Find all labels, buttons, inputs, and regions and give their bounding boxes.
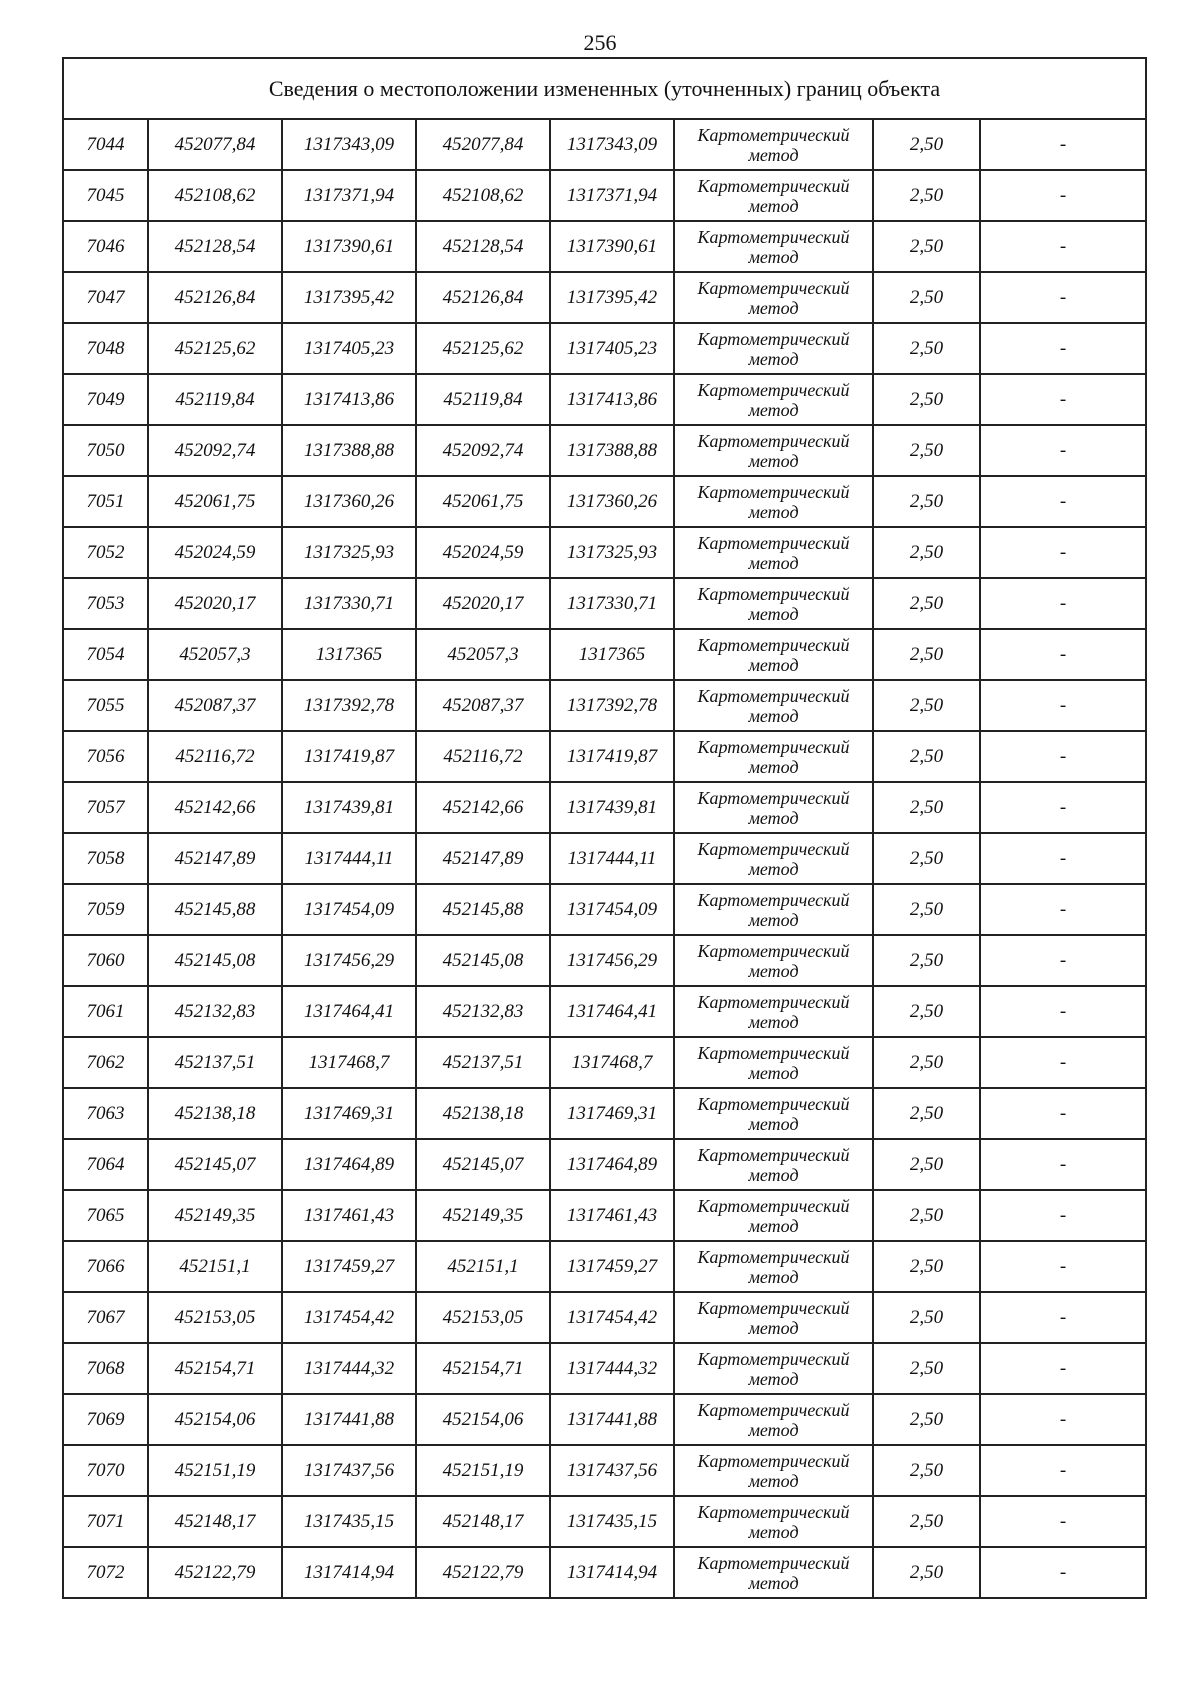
cell-accuracy: 2,50 bbox=[873, 323, 980, 374]
cell-y-existing: 1317435,15 bbox=[282, 1496, 416, 1547]
cell-method: Картометрический метод bbox=[674, 527, 873, 578]
cell-y-existing: 1317413,86 bbox=[282, 374, 416, 425]
table-row bbox=[63, 731, 1146, 782]
cell-note: - bbox=[980, 221, 1146, 272]
cell-note: - bbox=[980, 1547, 1146, 1598]
cell-y-refined: 1317454,09 bbox=[550, 884, 674, 935]
cell-y-refined: 1317468,7 bbox=[550, 1037, 674, 1088]
cell-method: Картометрический метод bbox=[674, 833, 873, 884]
cell-y-refined: 1317464,89 bbox=[550, 1139, 674, 1190]
cell-method: Картометрический метод bbox=[674, 221, 873, 272]
cell-point-number: 7070 bbox=[63, 1445, 148, 1496]
cell-note: - bbox=[980, 1037, 1146, 1088]
cell-y-refined: 1317414,94 bbox=[550, 1547, 674, 1598]
cell-point-number: 7063 bbox=[63, 1088, 148, 1139]
cell-x-refined: 452145,88 bbox=[416, 884, 550, 935]
cell-y-existing: 1317454,09 bbox=[282, 884, 416, 935]
cell-x-existing: 452154,06 bbox=[148, 1394, 282, 1445]
cell-note: - bbox=[980, 833, 1146, 884]
cell-y-existing: 1317441,88 bbox=[282, 1394, 416, 1445]
cell-accuracy: 2,50 bbox=[873, 1292, 980, 1343]
cell-x-existing: 452151,19 bbox=[148, 1445, 282, 1496]
table-row bbox=[63, 425, 1146, 476]
cell-y-existing: 1317405,23 bbox=[282, 323, 416, 374]
cell-x-existing: 452057,3 bbox=[148, 629, 282, 680]
cell-x-refined: 452151,1 bbox=[416, 1241, 550, 1292]
cell-accuracy: 2,50 bbox=[873, 782, 980, 833]
cell-y-existing: 1317395,42 bbox=[282, 272, 416, 323]
cell-y-refined: 1317441,88 bbox=[550, 1394, 674, 1445]
cell-x-existing: 452061,75 bbox=[148, 476, 282, 527]
cell-y-refined: 1317390,61 bbox=[550, 221, 674, 272]
cell-accuracy: 2,50 bbox=[873, 1190, 980, 1241]
cell-method: Картометрический метод bbox=[674, 986, 873, 1037]
cell-y-refined: 1317413,86 bbox=[550, 374, 674, 425]
table-row bbox=[63, 1445, 1146, 1496]
cell-note: - bbox=[980, 935, 1146, 986]
cell-y-existing: 1317468,7 bbox=[282, 1037, 416, 1088]
cell-x-refined: 452147,89 bbox=[416, 833, 550, 884]
table-row bbox=[63, 527, 1146, 578]
cell-x-existing: 452119,84 bbox=[148, 374, 282, 425]
cell-note: - bbox=[980, 884, 1146, 935]
cell-note: - bbox=[980, 1496, 1146, 1547]
cell-point-number: 7059 bbox=[63, 884, 148, 935]
cell-x-refined: 452145,08 bbox=[416, 935, 550, 986]
cell-y-refined: 1317444,32 bbox=[550, 1343, 674, 1394]
cell-accuracy: 2,50 bbox=[873, 629, 980, 680]
cell-method: Картометрический метод bbox=[674, 629, 873, 680]
cell-method: Картометрический метод bbox=[674, 119, 873, 170]
cell-y-refined: 1317330,71 bbox=[550, 578, 674, 629]
cell-point-number: 7068 bbox=[63, 1343, 148, 1394]
cell-accuracy: 2,50 bbox=[873, 680, 980, 731]
cell-y-existing: 1317390,61 bbox=[282, 221, 416, 272]
cell-accuracy: 2,50 bbox=[873, 1343, 980, 1394]
cell-x-refined: 452020,17 bbox=[416, 578, 550, 629]
boundary-coordinates-table bbox=[62, 57, 1147, 1599]
cell-method: Картометрический метод bbox=[674, 884, 873, 935]
cell-x-existing: 452077,84 bbox=[148, 119, 282, 170]
cell-accuracy: 2,50 bbox=[873, 1394, 980, 1445]
cell-y-existing: 1317456,29 bbox=[282, 935, 416, 986]
cell-y-existing: 1317365 bbox=[282, 629, 416, 680]
table-row bbox=[63, 119, 1146, 170]
cell-method: Картометрический метод bbox=[674, 935, 873, 986]
cell-y-existing: 1317414,94 bbox=[282, 1547, 416, 1598]
cell-x-refined: 452145,07 bbox=[416, 1139, 550, 1190]
cell-y-existing: 1317360,26 bbox=[282, 476, 416, 527]
cell-x-refined: 452132,83 bbox=[416, 986, 550, 1037]
cell-y-refined: 1317419,87 bbox=[550, 731, 674, 782]
cell-accuracy: 2,50 bbox=[873, 374, 980, 425]
cell-method: Картометрический метод bbox=[674, 578, 873, 629]
cell-x-existing: 452153,05 bbox=[148, 1292, 282, 1343]
cell-y-existing: 1317454,42 bbox=[282, 1292, 416, 1343]
cell-x-existing: 452145,88 bbox=[148, 884, 282, 935]
table-row bbox=[63, 1088, 1146, 1139]
cell-y-refined: 1317325,93 bbox=[550, 527, 674, 578]
cell-x-refined: 452128,54 bbox=[416, 221, 550, 272]
cell-x-refined: 452116,72 bbox=[416, 731, 550, 782]
cell-x-refined: 452122,79 bbox=[416, 1547, 550, 1598]
cell-x-refined: 452153,05 bbox=[416, 1292, 550, 1343]
cell-accuracy: 2,50 bbox=[873, 425, 980, 476]
cell-x-refined: 452125,62 bbox=[416, 323, 550, 374]
cell-method: Картометрический метод bbox=[674, 170, 873, 221]
cell-point-number: 7054 bbox=[63, 629, 148, 680]
cell-y-refined: 1317388,88 bbox=[550, 425, 674, 476]
table-row bbox=[63, 1241, 1146, 1292]
cell-point-number: 7062 bbox=[63, 1037, 148, 1088]
cell-point-number: 7055 bbox=[63, 680, 148, 731]
cell-point-number: 7066 bbox=[63, 1241, 148, 1292]
cell-note: - bbox=[980, 680, 1146, 731]
cell-x-existing: 452148,17 bbox=[148, 1496, 282, 1547]
cell-method: Картометрический метод bbox=[674, 680, 873, 731]
cell-accuracy: 2,50 bbox=[873, 1037, 980, 1088]
cell-note: - bbox=[980, 476, 1146, 527]
cell-method: Картометрический метод bbox=[674, 425, 873, 476]
cell-accuracy: 2,50 bbox=[873, 884, 980, 935]
cell-x-existing: 452147,89 bbox=[148, 833, 282, 884]
cell-point-number: 7044 bbox=[63, 119, 148, 170]
cell-y-refined: 1317454,42 bbox=[550, 1292, 674, 1343]
cell-accuracy: 2,50 bbox=[873, 1496, 980, 1547]
table-row bbox=[63, 680, 1146, 731]
cell-method: Картометрический метод bbox=[674, 476, 873, 527]
table-caption: Сведения о местоположении измененных (уточненных) границ объекта bbox=[63, 58, 1146, 119]
cell-point-number: 7064 bbox=[63, 1139, 148, 1190]
cell-accuracy: 2,50 bbox=[873, 935, 980, 986]
table-row bbox=[63, 1190, 1146, 1241]
cell-note: - bbox=[980, 578, 1146, 629]
cell-x-existing: 452145,08 bbox=[148, 935, 282, 986]
table-row bbox=[63, 1037, 1146, 1088]
cell-x-existing: 452142,66 bbox=[148, 782, 282, 833]
cell-method: Картометрический метод bbox=[674, 1241, 873, 1292]
table-row bbox=[63, 833, 1146, 884]
cell-method: Картометрический метод bbox=[674, 1496, 873, 1547]
cell-point-number: 7056 bbox=[63, 731, 148, 782]
cell-x-existing: 452145,07 bbox=[148, 1139, 282, 1190]
table-row bbox=[63, 578, 1146, 629]
cell-x-existing: 452154,71 bbox=[148, 1343, 282, 1394]
cell-note: - bbox=[980, 731, 1146, 782]
table-row bbox=[63, 476, 1146, 527]
table-row bbox=[63, 629, 1146, 680]
table-row bbox=[63, 935, 1146, 986]
cell-note: - bbox=[980, 1394, 1146, 1445]
cell-x-existing: 452116,72 bbox=[148, 731, 282, 782]
cell-y-existing: 1317461,43 bbox=[282, 1190, 416, 1241]
cell-note: - bbox=[980, 1445, 1146, 1496]
cell-note: - bbox=[980, 782, 1146, 833]
cell-note: - bbox=[980, 119, 1146, 170]
cell-note: - bbox=[980, 986, 1146, 1037]
cell-x-existing: 452149,35 bbox=[148, 1190, 282, 1241]
cell-y-refined: 1317459,27 bbox=[550, 1241, 674, 1292]
cell-accuracy: 2,50 bbox=[873, 731, 980, 782]
cell-y-refined: 1317392,78 bbox=[550, 680, 674, 731]
cell-accuracy: 2,50 bbox=[873, 1139, 980, 1190]
cell-note: - bbox=[980, 1292, 1146, 1343]
cell-method: Картометрический метод bbox=[674, 1037, 873, 1088]
cell-x-existing: 452126,84 bbox=[148, 272, 282, 323]
cell-method: Картометрический метод bbox=[674, 782, 873, 833]
cell-note: - bbox=[980, 170, 1146, 221]
cell-note: - bbox=[980, 425, 1146, 476]
cell-accuracy: 2,50 bbox=[873, 833, 980, 884]
cell-note: - bbox=[980, 1139, 1146, 1190]
cell-y-refined: 1317395,42 bbox=[550, 272, 674, 323]
cell-method: Картометрический метод bbox=[674, 1343, 873, 1394]
cell-x-refined: 452077,84 bbox=[416, 119, 550, 170]
cell-x-existing: 452092,74 bbox=[148, 425, 282, 476]
cell-point-number: 7072 bbox=[63, 1547, 148, 1598]
cell-accuracy: 2,50 bbox=[873, 170, 980, 221]
cell-point-number: 7060 bbox=[63, 935, 148, 986]
cell-y-refined: 1317464,41 bbox=[550, 986, 674, 1037]
cell-y-existing: 1317444,32 bbox=[282, 1343, 416, 1394]
table-row bbox=[63, 986, 1146, 1037]
table-row bbox=[63, 1292, 1146, 1343]
cell-note: - bbox=[980, 272, 1146, 323]
cell-accuracy: 2,50 bbox=[873, 986, 980, 1037]
cell-x-refined: 452024,59 bbox=[416, 527, 550, 578]
table-row bbox=[63, 1496, 1146, 1547]
cell-y-refined: 1317371,94 bbox=[550, 170, 674, 221]
cell-x-refined: 452142,66 bbox=[416, 782, 550, 833]
cell-x-existing: 452024,59 bbox=[148, 527, 282, 578]
cell-x-refined: 452087,37 bbox=[416, 680, 550, 731]
cell-x-existing: 452020,17 bbox=[148, 578, 282, 629]
cell-point-number: 7057 bbox=[63, 782, 148, 833]
cell-y-existing: 1317469,31 bbox=[282, 1088, 416, 1139]
cell-method: Картометрический метод bbox=[674, 374, 873, 425]
cell-x-refined: 452137,51 bbox=[416, 1037, 550, 1088]
cell-y-refined: 1317360,26 bbox=[550, 476, 674, 527]
cell-y-existing: 1317459,27 bbox=[282, 1241, 416, 1292]
table-row bbox=[63, 884, 1146, 935]
cell-point-number: 7045 bbox=[63, 170, 148, 221]
cell-x-refined: 452154,71 bbox=[416, 1343, 550, 1394]
cell-x-refined: 452108,62 bbox=[416, 170, 550, 221]
cell-point-number: 7047 bbox=[63, 272, 148, 323]
cell-y-existing: 1317464,41 bbox=[282, 986, 416, 1037]
table-row bbox=[63, 1394, 1146, 1445]
cell-y-refined: 1317343,09 bbox=[550, 119, 674, 170]
cell-method: Картометрический метод bbox=[674, 1088, 873, 1139]
table-row bbox=[63, 1547, 1146, 1598]
cell-y-existing: 1317392,78 bbox=[282, 680, 416, 731]
cell-point-number: 7061 bbox=[63, 986, 148, 1037]
cell-point-number: 7069 bbox=[63, 1394, 148, 1445]
cell-y-refined: 1317365 bbox=[550, 629, 674, 680]
cell-point-number: 7052 bbox=[63, 527, 148, 578]
cell-point-number: 7058 bbox=[63, 833, 148, 884]
cell-y-existing: 1317330,71 bbox=[282, 578, 416, 629]
cell-x-existing: 452151,1 bbox=[148, 1241, 282, 1292]
cell-point-number: 7051 bbox=[63, 476, 148, 527]
cell-accuracy: 2,50 bbox=[873, 119, 980, 170]
cell-note: - bbox=[980, 374, 1146, 425]
cell-point-number: 7067 bbox=[63, 1292, 148, 1343]
cell-accuracy: 2,50 bbox=[873, 1547, 980, 1598]
cell-y-existing: 1317388,88 bbox=[282, 425, 416, 476]
cell-x-refined: 452061,75 bbox=[416, 476, 550, 527]
cell-note: - bbox=[980, 323, 1146, 374]
cell-x-existing: 452128,54 bbox=[148, 221, 282, 272]
cell-point-number: 7046 bbox=[63, 221, 148, 272]
cell-x-existing: 452125,62 bbox=[148, 323, 282, 374]
cell-y-refined: 1317437,56 bbox=[550, 1445, 674, 1496]
cell-y-existing: 1317437,56 bbox=[282, 1445, 416, 1496]
cell-x-refined: 452126,84 bbox=[416, 272, 550, 323]
table-row bbox=[63, 1343, 1146, 1394]
cell-method: Картометрический метод bbox=[674, 1139, 873, 1190]
table-body bbox=[63, 119, 1146, 1598]
cell-x-existing: 452087,37 bbox=[148, 680, 282, 731]
table-row bbox=[63, 323, 1146, 374]
cell-accuracy: 2,50 bbox=[873, 272, 980, 323]
cell-x-existing: 452108,62 bbox=[148, 170, 282, 221]
cell-method: Картометрический метод bbox=[674, 1547, 873, 1598]
table-row bbox=[63, 272, 1146, 323]
cell-y-existing: 1317444,11 bbox=[282, 833, 416, 884]
cell-method: Картометрический метод bbox=[674, 1292, 873, 1343]
cell-note: - bbox=[980, 1343, 1146, 1394]
cell-accuracy: 2,50 bbox=[873, 578, 980, 629]
cell-x-existing: 452138,18 bbox=[148, 1088, 282, 1139]
cell-accuracy: 2,50 bbox=[873, 221, 980, 272]
cell-method: Картометрический метод bbox=[674, 323, 873, 374]
cell-note: - bbox=[980, 1241, 1146, 1292]
cell-note: - bbox=[980, 527, 1146, 578]
cell-y-refined: 1317435,15 bbox=[550, 1496, 674, 1547]
cell-point-number: 7071 bbox=[63, 1496, 148, 1547]
cell-y-refined: 1317405,23 bbox=[550, 323, 674, 374]
cell-x-refined: 452149,35 bbox=[416, 1190, 550, 1241]
cell-accuracy: 2,50 bbox=[873, 527, 980, 578]
cell-method: Картометрический метод bbox=[674, 1190, 873, 1241]
cell-x-existing: 452132,83 bbox=[148, 986, 282, 1037]
cell-note: - bbox=[980, 629, 1146, 680]
cell-y-existing: 1317371,94 bbox=[282, 170, 416, 221]
cell-x-refined: 452119,84 bbox=[416, 374, 550, 425]
cell-x-existing: 452137,51 bbox=[148, 1037, 282, 1088]
cell-note: - bbox=[980, 1190, 1146, 1241]
cell-accuracy: 2,50 bbox=[873, 1241, 980, 1292]
cell-x-refined: 452138,18 bbox=[416, 1088, 550, 1139]
cell-point-number: 7050 bbox=[63, 425, 148, 476]
cell-method: Картометрический метод bbox=[674, 272, 873, 323]
cell-y-refined: 1317456,29 bbox=[550, 935, 674, 986]
cell-point-number: 7049 bbox=[63, 374, 148, 425]
cell-y-existing: 1317343,09 bbox=[282, 119, 416, 170]
cell-point-number: 7053 bbox=[63, 578, 148, 629]
cell-x-existing: 452122,79 bbox=[148, 1547, 282, 1598]
cell-method: Картометрический метод bbox=[674, 731, 873, 782]
cell-x-refined: 452092,74 bbox=[416, 425, 550, 476]
cell-note: - bbox=[980, 1088, 1146, 1139]
table-row bbox=[63, 170, 1146, 221]
cell-y-refined: 1317469,31 bbox=[550, 1088, 674, 1139]
table-row bbox=[63, 221, 1146, 272]
cell-point-number: 7065 bbox=[63, 1190, 148, 1241]
cell-accuracy: 2,50 bbox=[873, 1088, 980, 1139]
cell-y-existing: 1317439,81 bbox=[282, 782, 416, 833]
cell-method: Картометрический метод bbox=[674, 1394, 873, 1445]
cell-accuracy: 2,50 bbox=[873, 1445, 980, 1496]
cell-y-existing: 1317464,89 bbox=[282, 1139, 416, 1190]
cell-x-refined: 452148,17 bbox=[416, 1496, 550, 1547]
table-row bbox=[63, 374, 1146, 425]
table-row bbox=[63, 782, 1146, 833]
cell-y-refined: 1317444,11 bbox=[550, 833, 674, 884]
cell-point-number: 7048 bbox=[63, 323, 148, 374]
cell-x-refined: 452057,3 bbox=[416, 629, 550, 680]
cell-method: Картометрический метод bbox=[674, 1445, 873, 1496]
cell-y-existing: 1317419,87 bbox=[282, 731, 416, 782]
cell-accuracy: 2,50 bbox=[873, 476, 980, 527]
cell-x-refined: 452151,19 bbox=[416, 1445, 550, 1496]
cell-y-existing: 1317325,93 bbox=[282, 527, 416, 578]
table-row bbox=[63, 1139, 1146, 1190]
cell-y-refined: 1317461,43 bbox=[550, 1190, 674, 1241]
page-number: 256 bbox=[583, 30, 617, 55]
cell-y-refined: 1317439,81 bbox=[550, 782, 674, 833]
cell-x-refined: 452154,06 bbox=[416, 1394, 550, 1445]
